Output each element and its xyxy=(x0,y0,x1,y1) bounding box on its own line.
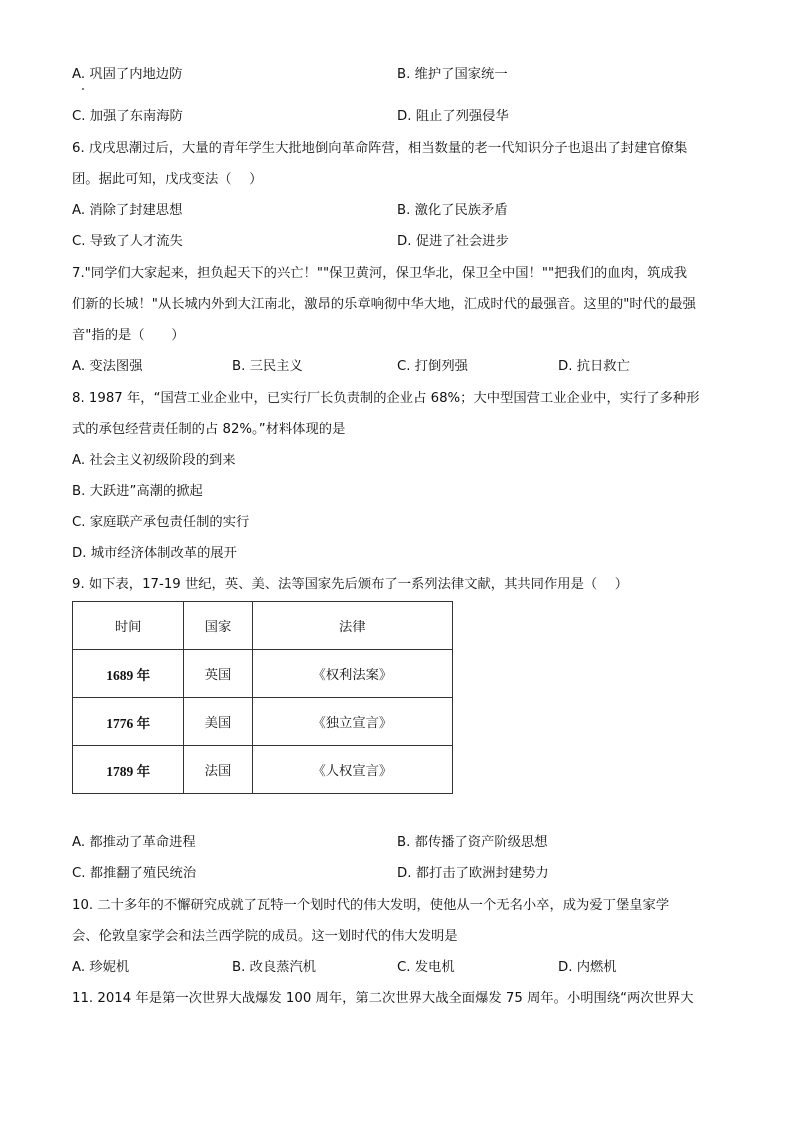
q8-option-d: D. 城市经济体制改革的展开 xyxy=(72,546,237,561)
table-header-cell: 法律 xyxy=(252,602,452,650)
q10-option-b: B. 改良蒸汽机 xyxy=(232,960,317,975)
table-row xyxy=(73,698,453,746)
q9-option-d: D. 都打击了欧洲封建势力 xyxy=(397,866,549,881)
law-table xyxy=(72,601,453,794)
q7-option-c: C. 打倒列强 xyxy=(397,359,468,374)
q5-option-b: B. 维护了国家统一 xyxy=(397,67,508,82)
q8-option-b: B. 大跃进”高潮的掀起 xyxy=(72,484,203,499)
q7-stem-line2: 们新的长城！"从长城内外到大江南北，激昂的乐章响彻中华大地，汇成时代的最强音。这里的"时代的最强 xyxy=(72,297,696,312)
q8-option-a: A. 社会主义初级阶段的到来 xyxy=(72,453,236,468)
table-cell-country: 美国 xyxy=(184,698,252,746)
table-header-row xyxy=(73,602,453,650)
q9-option-a: A. 都推动了革命进程 xyxy=(72,835,196,850)
q10-option-d: D. 内燃机 xyxy=(558,960,617,975)
table-cell-year: 1789 年 xyxy=(73,746,184,794)
q7-option-a: A. 变法图强 xyxy=(72,359,143,374)
q8-option-c: C. 家庭联产承包责任制的实行 xyxy=(72,515,250,530)
q10-option-a: A. 珍妮机 xyxy=(72,960,130,975)
q9-stem: 9. 如下表，17-19 世纪，英、美、法等国家先后颁布了一系列法律文献，其共同作用是（ ） xyxy=(72,577,628,592)
table-row xyxy=(73,746,453,794)
q11-stem-line1: 11. 2014 年是第一次世界大战爆发 100 周年，第二次世界大战全面爆发 75 周年。小明围绕“两次世界大 xyxy=(72,991,694,1006)
table-cell-country: 法国 xyxy=(184,746,252,794)
q7-stem-line3: 音"指的是（ ） xyxy=(72,328,185,343)
q7-stem-line1: 7."同学们大家起来，担负起天下的兴亡！""保卫黄河，保卫华北，保卫全中国！""把我们的血肉，筑成我 xyxy=(72,266,688,281)
q10-option-c: C. 发电机 xyxy=(397,960,455,975)
q8-stem-line1: 8. 1987 年，“国营工业企业中，已实行厂长负责制的企业占 68%；大中型国营工业企业中，实行了多种形 xyxy=(72,391,700,406)
table-cell-year: 1776 年 xyxy=(73,698,184,746)
q7-option-d: D. 抗日救亡 xyxy=(558,359,630,374)
table-row xyxy=(73,650,453,698)
table-cell-law: 《权利法案》 xyxy=(252,650,452,698)
q5-option-a: A. 巩固了内地边防 xyxy=(72,67,183,82)
q5-option-d: D. 阻止了列强侵华 xyxy=(397,109,509,124)
q10-stem-line1: 10. 二十多年的不懈研究成就了瓦特一个划时代的伟大发明，使他从一个无名小卒，成为爱丁堡皇家学 xyxy=(72,898,670,913)
stray-dot xyxy=(82,88,84,90)
table-cell-country: 英国 xyxy=(184,650,252,698)
q9-option-b: B. 都传播了资产阶级思想 xyxy=(397,835,548,850)
q9-option-c: C. 都推翻了殖民统治 xyxy=(72,866,197,881)
q6-stem-line2: 团。据此可知，戊戌变法（ ） xyxy=(72,172,263,187)
table-cell-year: 1689 年 xyxy=(73,650,184,698)
table-cell-law: 《独立宣言》 xyxy=(252,698,452,746)
table-cell-law: 《人权宣言》 xyxy=(252,746,452,794)
q6-option-b: B. 激化了民族矛盾 xyxy=(397,203,508,218)
q10-stem-line2: 会、伦敦皇家学会和法兰西学院的成员。这一划时代的伟大发明是 xyxy=(72,929,458,944)
q6-option-a: A. 消除了封建思想 xyxy=(72,203,183,218)
q6-stem-line1: 6. 戊戌思潮过后，大量的青年学生大批地倒向革命阵营，相当数量的老一代知识分子也退出了封建官僚集 xyxy=(72,141,688,156)
table-header-cell: 国家 xyxy=(184,602,252,650)
q6-option-d: D. 促进了社会进步 xyxy=(397,234,509,249)
q5-option-c: C. 加强了东南海防 xyxy=(72,109,183,124)
table-header-cell: 时间 xyxy=(73,602,184,650)
q7-option-b: B. 三民主义 xyxy=(232,359,303,374)
q6-option-c: C. 导致了人才流失 xyxy=(72,234,183,249)
q8-stem-line2: 式的承包经营责任制的占 82%。”材料体现的是 xyxy=(72,422,346,437)
